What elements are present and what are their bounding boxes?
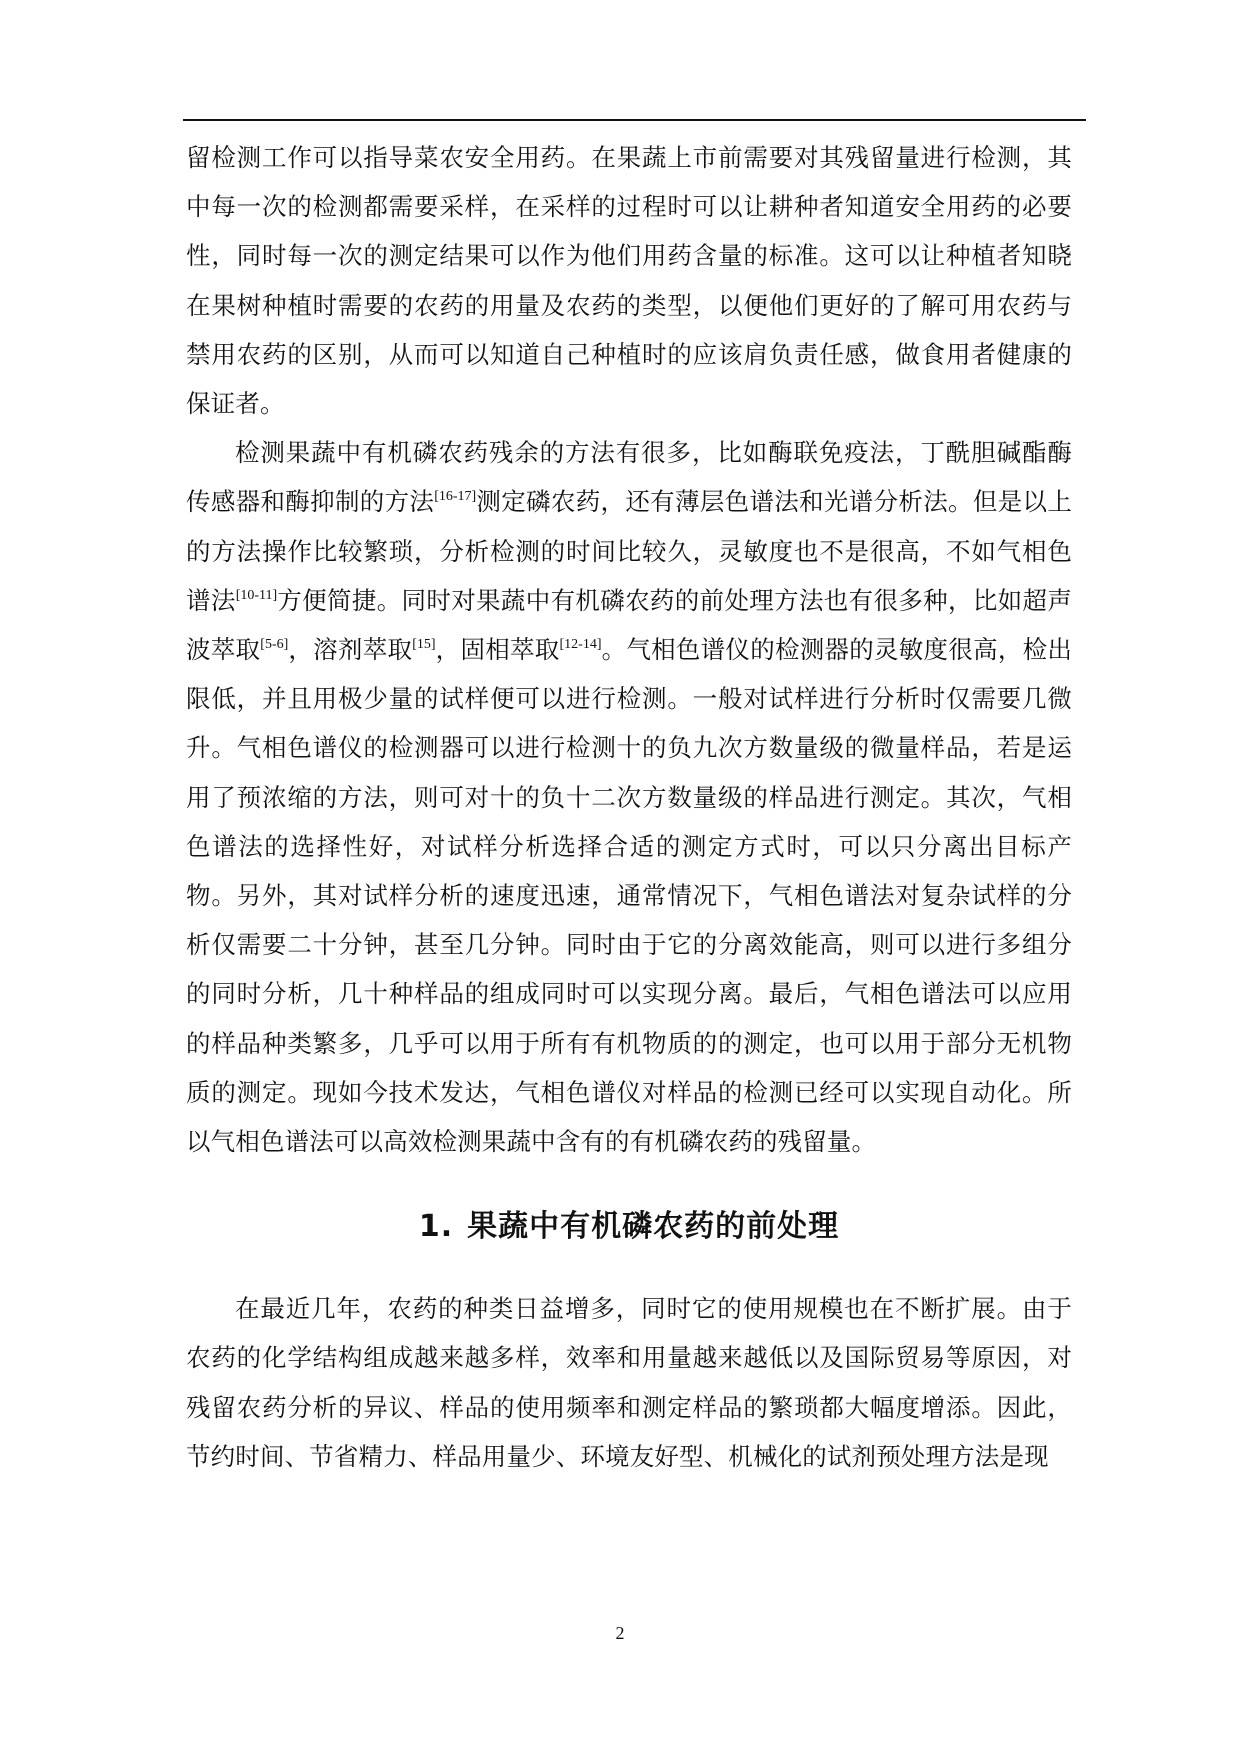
paragraph-text: 。气相色谱仪的检测器的灵敏度很高，检出限低，并且用极少量的试样便可以进行检测。一般对试样进行分析时仅需要几微升。气相色谱仪的检测器可以进行检测十的负九次方数量级的微量样品，若是运用了预浓缩的方法，则可对十的负十二次方数量级的样品进行测定。其次，气相色谱法的选择性好，对试样分析选择合适的测定方式时，可以只分离出目标产物。另外，其对试样分析的速度迅速，通常情况下，气相色谱法对复杂试样的分析仅需要二十分钟，甚至几分钟。同时由于它的分离效能高，则可以进行多组分的同时分析，几十种样品的组成同时可以实现分离。最后，气相色谱法可以应用的样品种类繁多，几乎可以用于所有有机物质的的测定，也可以用于部分无机物质的测定。现如今技术发达，气相色谱仪对样品的检测已经可以实现自动化。所以气相色谱法可以高效检测果蔬中含有的有机磷农药的残留量。 (186, 635, 1073, 1157)
citation-reference: [16-17] (434, 489, 477, 505)
paragraph-3 (186, 1284, 1072, 1481)
citation-reference: [5-6] (260, 637, 289, 653)
citation-reference: [15] (412, 637, 436, 653)
citation-reference: [12-14] (559, 637, 602, 653)
section-number: 1. (418, 1209, 454, 1245)
paragraph-text: 测定磷农药，还有薄层色谱法和光谱分析法。但是以上的方法操作比较繁琐，分析检测的时间比较久，灵敏度也不是很高，不如气相色谱法 (186, 487, 1072, 615)
paragraph-1 (186, 133, 1072, 428)
citation-reference: [10-11] (235, 587, 278, 603)
page-number: 2 (615, 1623, 625, 1643)
paragraph-text: 检测果蔬中有机磷农药残余的方法有很多，比如酶联免疫法，丁酰胆碱酯酶传感器和酶抑制的方法 (186, 438, 1072, 517)
section-heading (186, 1207, 1072, 1247)
paragraph-text: 方便简捷。同时对果蔬中有机磷农药的前处理方法也有很多种，比如超声波萃取 (186, 585, 1072, 665)
header-rule (183, 119, 1086, 121)
paragraph-text: 在最近几年，农药的种类日益增多，同时它的使用规模也在不断扩展。由于农药的化学结构组成越来越多样，效率和用量越来越低以及国际贸易等原因，对残留农药分析的异议、样品的使用频率和测定样品的繁琐都大幅度增添。因此，节约时间、节省精力、样品用量少、环境友好型、机械化的试剂预处理方法是现 (186, 1294, 1072, 1471)
page-body (186, 133, 1072, 1481)
paragraph-text: 留检测工作可以指导菜农安全用药。在果蔬上市前需要对其残留量进行检测，其中每一次的检测都需要采样，在采样的过程时可以让耕种者知道安全用药的必要性，同时每一次的测定结果可以作为他们用药含量的标准。这可以让种植者知晓在果树种植时需要的农药的用量及农药的类型，以便他们更好的了解可用农药与禁用农药的区别，从而可以知道自己种植时的应该肩负责任感，做食用者健康的保证者。 (186, 143, 1072, 419)
paragraph-text: ，固相萃取 (435, 635, 560, 665)
paragraph-text: ，溶剂萃取 (288, 635, 413, 665)
paragraph-2 (186, 428, 1072, 1166)
section-title-text: 果蔬中有机磷农药的前处理 (467, 1209, 840, 1245)
